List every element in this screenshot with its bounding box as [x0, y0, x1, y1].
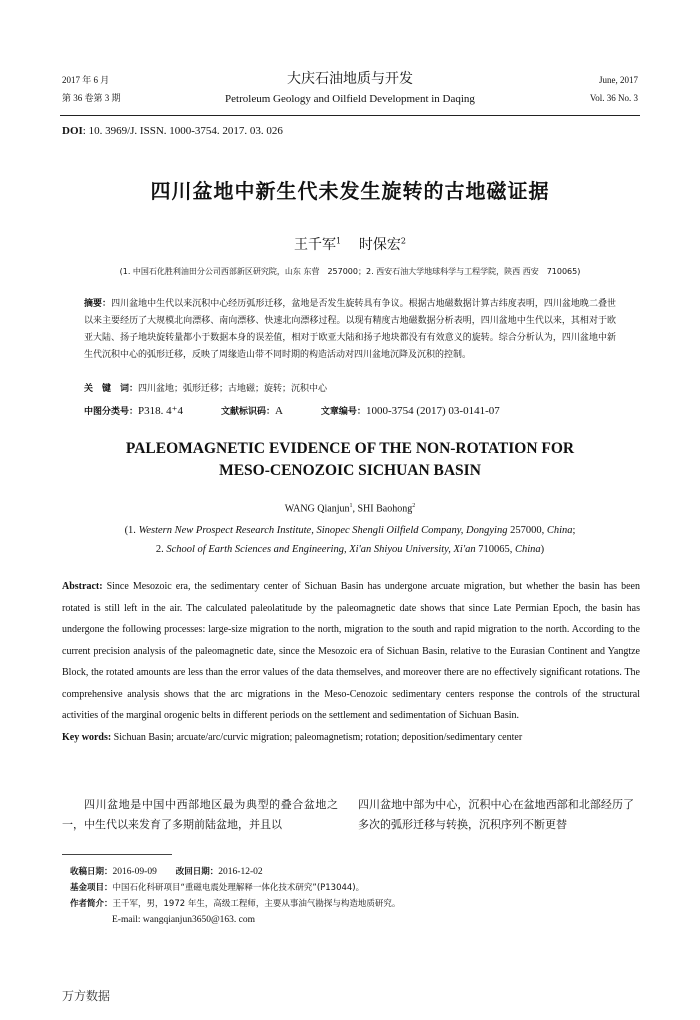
affiliation-cn: (1. 中国石化胜利油田分公司西部新区研究院，山东 东营 257000；2. 西安石油大学地球科学与工程学院，陕西 西安 710065): [119, 267, 581, 276]
received-value: 2016-09-09: [112, 867, 157, 877]
article-no-item: [321, 404, 500, 417]
article-no-value: 1000-3754 (2017) 03-0141-07: [365, 405, 500, 417]
doc-code-label: 文献标识码：: [220, 407, 275, 417]
keywords-en-text: Sichuan Basin; arcuate/arc/curvic migration; paleomagnetism; rotation; deposition/sedimentary center: [111, 731, 523, 743]
keywords-cn: [84, 381, 327, 394]
keywords-cn-text: 四川盆地；弧形迁移；古地磁；旋转；沉积中心: [138, 384, 328, 394]
affiliation-en-line1: [0, 521, 700, 540]
paper-title-cn: 四川盆地中新生代未发生旋转的古地磁证据: [150, 179, 550, 203]
author-en-1-sup: 1: [349, 503, 353, 509]
affil2-institution: School of Earth Sciences and Engineering, Xi'an Shiyou University, Xi'an: [166, 544, 476, 555]
doi-label: DOI: [62, 125, 83, 137]
abstract-cn: [84, 296, 616, 364]
keywords-en-label: Key words:: [62, 731, 112, 743]
body-column-left: 四川盆地是中国中西部地区最为典型的叠合盆地之一，中生代以来发育了多期前陆盆地，并且以: [62, 798, 338, 831]
clc-value: P318. 4⁺4: [138, 405, 183, 417]
received-label: 收稿日期：: [70, 867, 113, 877]
header-rule: [60, 115, 640, 116]
affil1-code: 257000,: [507, 525, 547, 536]
author-en-2-sup: 2: [412, 503, 416, 509]
authors-cn: [0, 234, 700, 254]
affil1-country: China: [546, 525, 573, 536]
abstract-en-text: Since Mesozoic era, the sedimentary center of Sichuan Basin has undergone arcuate migration, but whether the basin has been rotated is still left in the air. The calculated paleolatitude by the paleomagnetic date shows that since Late Permian Epoch, the basin has undergone the following processes: large-size migration to the north, migration to the south and rapid migration to the north. According to the current precision analysis of the paleomagnetic date, since the Mesozoic era of Sichuan Basin, relative to the Eurasian Continent and Yangtze Block, the rotated amounts are less than the error values of the data themselves, and moreover there are no effectively significant rotations. The comprehensive analysis shows that the arc migrations in the Meso-Cenozoic sedimentary centers response the controls of the structural activities of the marginal orogenic belts in different periods on the settlement and sedimentation of Sichuan Basin.: [62, 581, 640, 721]
article-no-label: 文章编号：: [320, 407, 366, 417]
footnote-dates: [70, 864, 400, 880]
doi: [62, 125, 283, 137]
volume-en: Vol. 36 No. 3: [589, 93, 638, 103]
revised-value: 2016-12-02: [218, 867, 263, 877]
affiliation-en: [0, 521, 700, 559]
affil2-country: China: [514, 544, 541, 555]
footnote-author: [70, 896, 400, 912]
journal-title-cn: 大庆石油地质与开发: [287, 71, 413, 87]
body-column-right: 四川盆地中部为中心，沉积中心在盆地西部和北部经历了多次的弧形迁移与转换，沉积序列不断更替: [358, 798, 634, 831]
author-en-2: SHI Baohong: [357, 503, 413, 515]
keywords-en: [62, 727, 640, 749]
issue-date-en: June, 2017: [599, 75, 638, 85]
fund-value: 中国石化科研项目“重磁电震处理解释一体化技术研究”(P13044)。: [112, 883, 365, 893]
keywords-cn-label: 关 键 词：: [84, 384, 139, 394]
paper-title-en: [0, 438, 700, 482]
abstract-cn-label: 摘要：: [84, 299, 112, 309]
authors-en: [0, 503, 700, 514]
doi-value[interactable]: 10. 3969/J. ISSN. 1000-3754. 2017. 03. 026: [88, 125, 283, 137]
affil1-suffix: ;: [572, 525, 576, 536]
footnote-rule: [62, 854, 172, 855]
footnote-fund: [70, 880, 400, 896]
abstract-cn-text: 四川盆地中生代以来沉积中心经历弧形迁移，盆地是否发生旋转具有争议。根据古地磁数据计算古纬度表明，四川盆地晚二叠世以来主要经历了大规模北向漂移、南向漂移、快速北向漂移过程。以现有精度古地磁数据分析表明，四川盆地中生代以来，其相对于欧亚大陆、扬子地块旋转量都小于数据本身的误差值，相对于欧亚大陆和扬子地块都没有有效意义的旋转。综合分析认为，四川盆地中新生代沉积中心的弧形迁移，反映了周缘造山带不同时期的构造活动对四川盆地沉降及沉积的控制。: [84, 299, 616, 360]
footnotes: [70, 864, 400, 928]
volume-cn: 第 36 卷第 3 期: [62, 93, 121, 103]
author-bio-label: 作者简介：: [70, 899, 113, 909]
fund-label: 基金项目：: [70, 883, 113, 893]
author-en-1: WANG Qianjun: [284, 503, 350, 515]
issue-date-cn: 2017 年 6 月: [62, 75, 110, 85]
author-cn-2: 时保宏: [358, 237, 401, 253]
doc-code-value: A: [274, 405, 283, 417]
paper-title-en-line2: MESO-CENOZOIC SICHUAN BASIN: [219, 462, 481, 479]
abstract-en-paragraph: [62, 576, 640, 727]
doc-code-item: [221, 404, 283, 417]
header-right: [590, 74, 638, 110]
author-bio-value: 王千军，男，1972 年生，高级工程师，主要从事油气勘探与构造地质研究。: [112, 899, 401, 909]
author-cn-1-sup: 1: [336, 236, 342, 246]
watermark: 万方数据: [62, 989, 111, 1003]
affil2-suffix: ): [540, 544, 545, 555]
affil2-code: 710065,: [475, 544, 515, 555]
journal-title-en: Petroleum Geology and Oilfield Development in Daqing: [225, 93, 475, 105]
classification-row: [84, 404, 538, 417]
affil2-prefix: 2.: [155, 544, 167, 555]
clc-item: [84, 404, 183, 417]
paper-title-en-line1: PALEOMAGNETIC EVIDENCE OF THE NON-ROTATION FOR: [125, 440, 575, 457]
revised-label: 改回日期：: [175, 867, 219, 877]
author-cn-2-sup: 2: [400, 236, 406, 246]
doi-sep: :: [82, 125, 89, 137]
abstract-en: [62, 576, 640, 748]
affil1-institution: Western New Prospect Research Institute, Sinopec Shengli Oilfield Company, Dongying: [138, 525, 508, 536]
clc-label: 中图分类号：: [84, 407, 139, 417]
affil1-prefix: (1.: [124, 525, 139, 536]
author-email[interactable]: E-mail: wangqianjun3650@163. com: [112, 915, 256, 925]
affiliation-en-line2: [0, 540, 700, 559]
abstract-en-label: Abstract:: [62, 581, 103, 592]
author-cn-1: 王千军: [294, 237, 336, 253]
author-sep: ,: [352, 503, 358, 515]
